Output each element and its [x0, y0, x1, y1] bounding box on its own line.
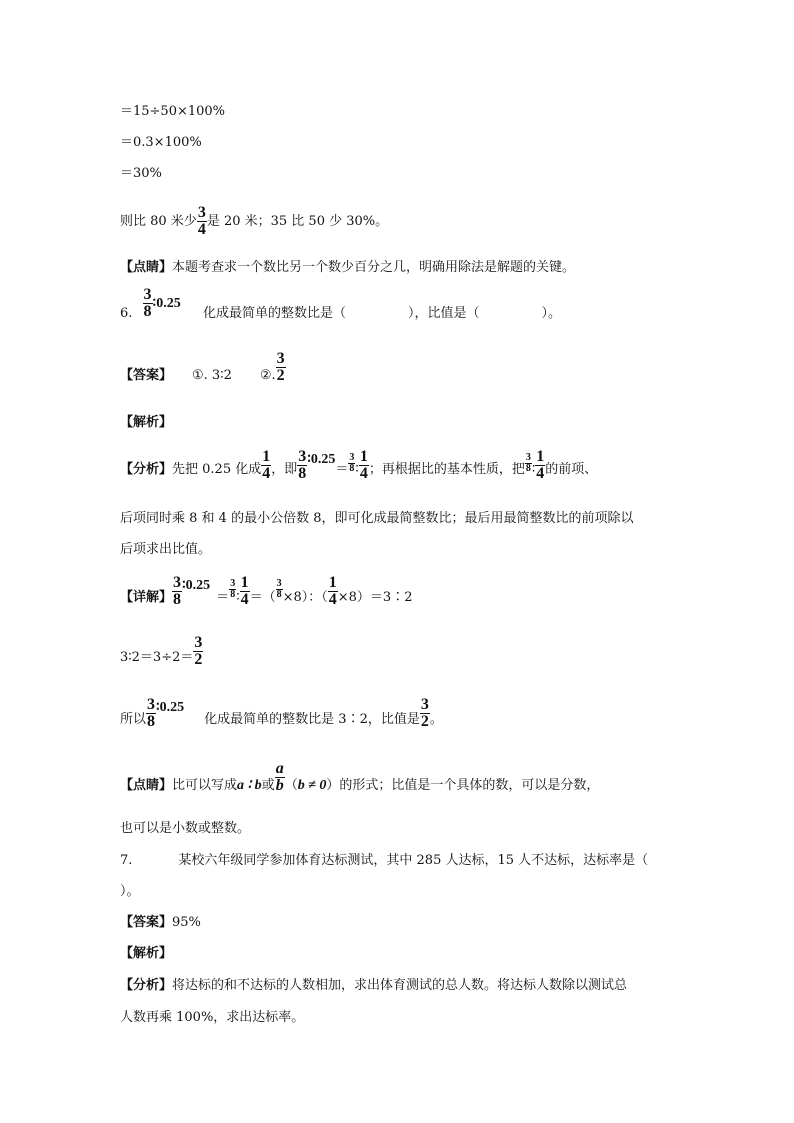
fraction-3-8-small: $\frac{3}{8}$: [276, 578, 282, 600]
dianjing-6-line-1: 【点睛】比可以写成a ∶ b或 $\frac{a}{b}$ （b ≠ 0）的形式；比值是一个具体的数，可以是分数，: [120, 760, 600, 794]
fraction-3-8: $\frac{3}{8}$: [298, 448, 307, 482]
dianjing-text: 本题考查求一个数比另一个数少百分之几，明确用除法是解题的关键。: [172, 260, 576, 275]
question-6-text-b: ），比值是（: [408, 306, 480, 321]
fraction-1-4: $\frac{1}{4}$: [240, 574, 249, 608]
fraction-a-b: $\frac{a}{b}$: [275, 760, 284, 794]
xiangjie-tag: 【详解】: [120, 590, 173, 605]
answer-tag: 【答案】: [120, 915, 173, 930]
dianjing-line: [120, 259, 575, 277]
fenxi-tag: 【分析】: [120, 978, 173, 993]
fraction-3-8: $\frac{3}{8}$: [147, 696, 156, 730]
answer-7: [120, 914, 201, 932]
dianjing-tag: 【点睛】: [120, 260, 173, 275]
fraction-3-8-small: $\frac{3}{8}$: [349, 452, 355, 474]
question-7-text: 某校六年级同学参加体育达标测试，其中 285 人达标，15 人不达标，达标率是（: [178, 853, 649, 868]
answer-7-value: 95%: [172, 915, 201, 930]
jiexi-tag-7: 【解析】: [120, 946, 173, 961]
fraction-3-2: $\frac{3}{2}$: [276, 350, 285, 384]
answer-6: [120, 350, 286, 394]
fraction-3-8: $\frac{3}{8}$: [173, 574, 182, 608]
ratio-0-25: ∶0.25: [152, 296, 181, 311]
question-7: [120, 852, 648, 870]
conclusion-text-b: 是 20 米；35 比 50 少 30%。: [206, 214, 389, 229]
calc-line-3: ＝30%: [120, 166, 162, 181]
question-6-text-c: ）。: [541, 306, 562, 321]
fraction-1-4: $\frac{1}{4}$: [536, 448, 545, 482]
question-number: 7.: [120, 853, 133, 868]
ratio-a-b: a ∶ b: [237, 778, 262, 793]
answer-6-part-1: ①. 3∶2: [192, 368, 232, 383]
fraction-1-4: $\frac{1}{4}$: [262, 448, 271, 482]
conclusion-text-a: 则比 80 米少: [120, 214, 197, 229]
fenxi-7-line-2: 人数再乘 100%，求出达标率。: [120, 1010, 305, 1025]
question-7-line-2: ）。: [120, 884, 140, 899]
question-6-text-a: 化成最简单的整数比是（: [202, 306, 346, 321]
so-6-line: 所以 $\frac{3}{8}$ ∶0.25化成最简单的整数比是 3∶2，比值是 $\frac{3}{2}$ 。: [120, 696, 443, 730]
fenxi-tag: 【分析】: [120, 462, 173, 477]
fraction-3-8-small: $\frac{3}{8}$: [525, 452, 531, 474]
fraction-1-4: $\frac{1}{4}$: [359, 448, 368, 482]
fenxi-6-line-2: 后项同时乘 8 和 4 的最小公倍数 8，即可化成最简整数比；最后用最简整数比的前项除以: [120, 511, 634, 526]
condition-b-nonzero: b ≠ 0: [297, 778, 327, 793]
calc-line-2: ＝0.3×100%: [120, 135, 202, 150]
fenxi-6-line-1: 【分析】先把 0.25 化成 $\frac{1}{4}$ ，即 $\frac{3}{8}$ ∶0.25＝ $\frac{3}{8}$ ∶ $\frac{1}{4}$ ；再根据比的基本性质，把 $\frac{3}{8}$ ∶ $\frac{1}{4}$ 的前项、: [120, 448, 598, 482]
question-number: 6.: [120, 306, 133, 321]
fraction-3-2: $\frac{3}{2}$: [420, 696, 429, 730]
fenxi-7-line-1: 【分析】将达标的和不达标的人数相加，求出体育测试的总人数。将达标人数除以测试总: [120, 978, 628, 993]
fenxi-6-line-3: 后项求出比值。: [120, 542, 212, 557]
jiexi-tag-6: 【解析】: [120, 415, 173, 430]
calc-6-ratio: 3∶2＝3÷2＝ $\frac{3}{2}$: [120, 634, 203, 668]
question-6: [120, 286, 562, 332]
xiangjie-6-line-1: 【详解】 $\frac{3}{8}$ ∶0.25＝ $\frac{3}{8}$ ∶ $\frac{1}{4}$ ＝（ $\frac{3}{8}$ ×8）：（ $\frac{1}{4}$ ×8）＝3∶2: [120, 574, 413, 608]
answer-tag: 【答案】: [120, 368, 173, 383]
conclusion-line: [120, 203, 388, 241]
fraction-3-8-small: $\frac{3}{8}$: [230, 578, 236, 600]
fraction-3-4: $\frac{3}{4}$: [197, 204, 206, 238]
fraction-3-2: $\frac{3}{2}$: [194, 634, 203, 668]
calc-line-1: ＝15÷50×100%: [120, 104, 226, 119]
dianjing-6-line-2: 也可以是小数或整数。: [120, 821, 251, 836]
answer-6-part-2: ②.: [259, 368, 276, 383]
fraction-1-4: $\frac{1}{4}$: [328, 574, 337, 608]
fraction-3-8: $\frac{3}{8}$: [143, 286, 152, 320]
dianjing-tag: 【点睛】: [120, 778, 173, 793]
